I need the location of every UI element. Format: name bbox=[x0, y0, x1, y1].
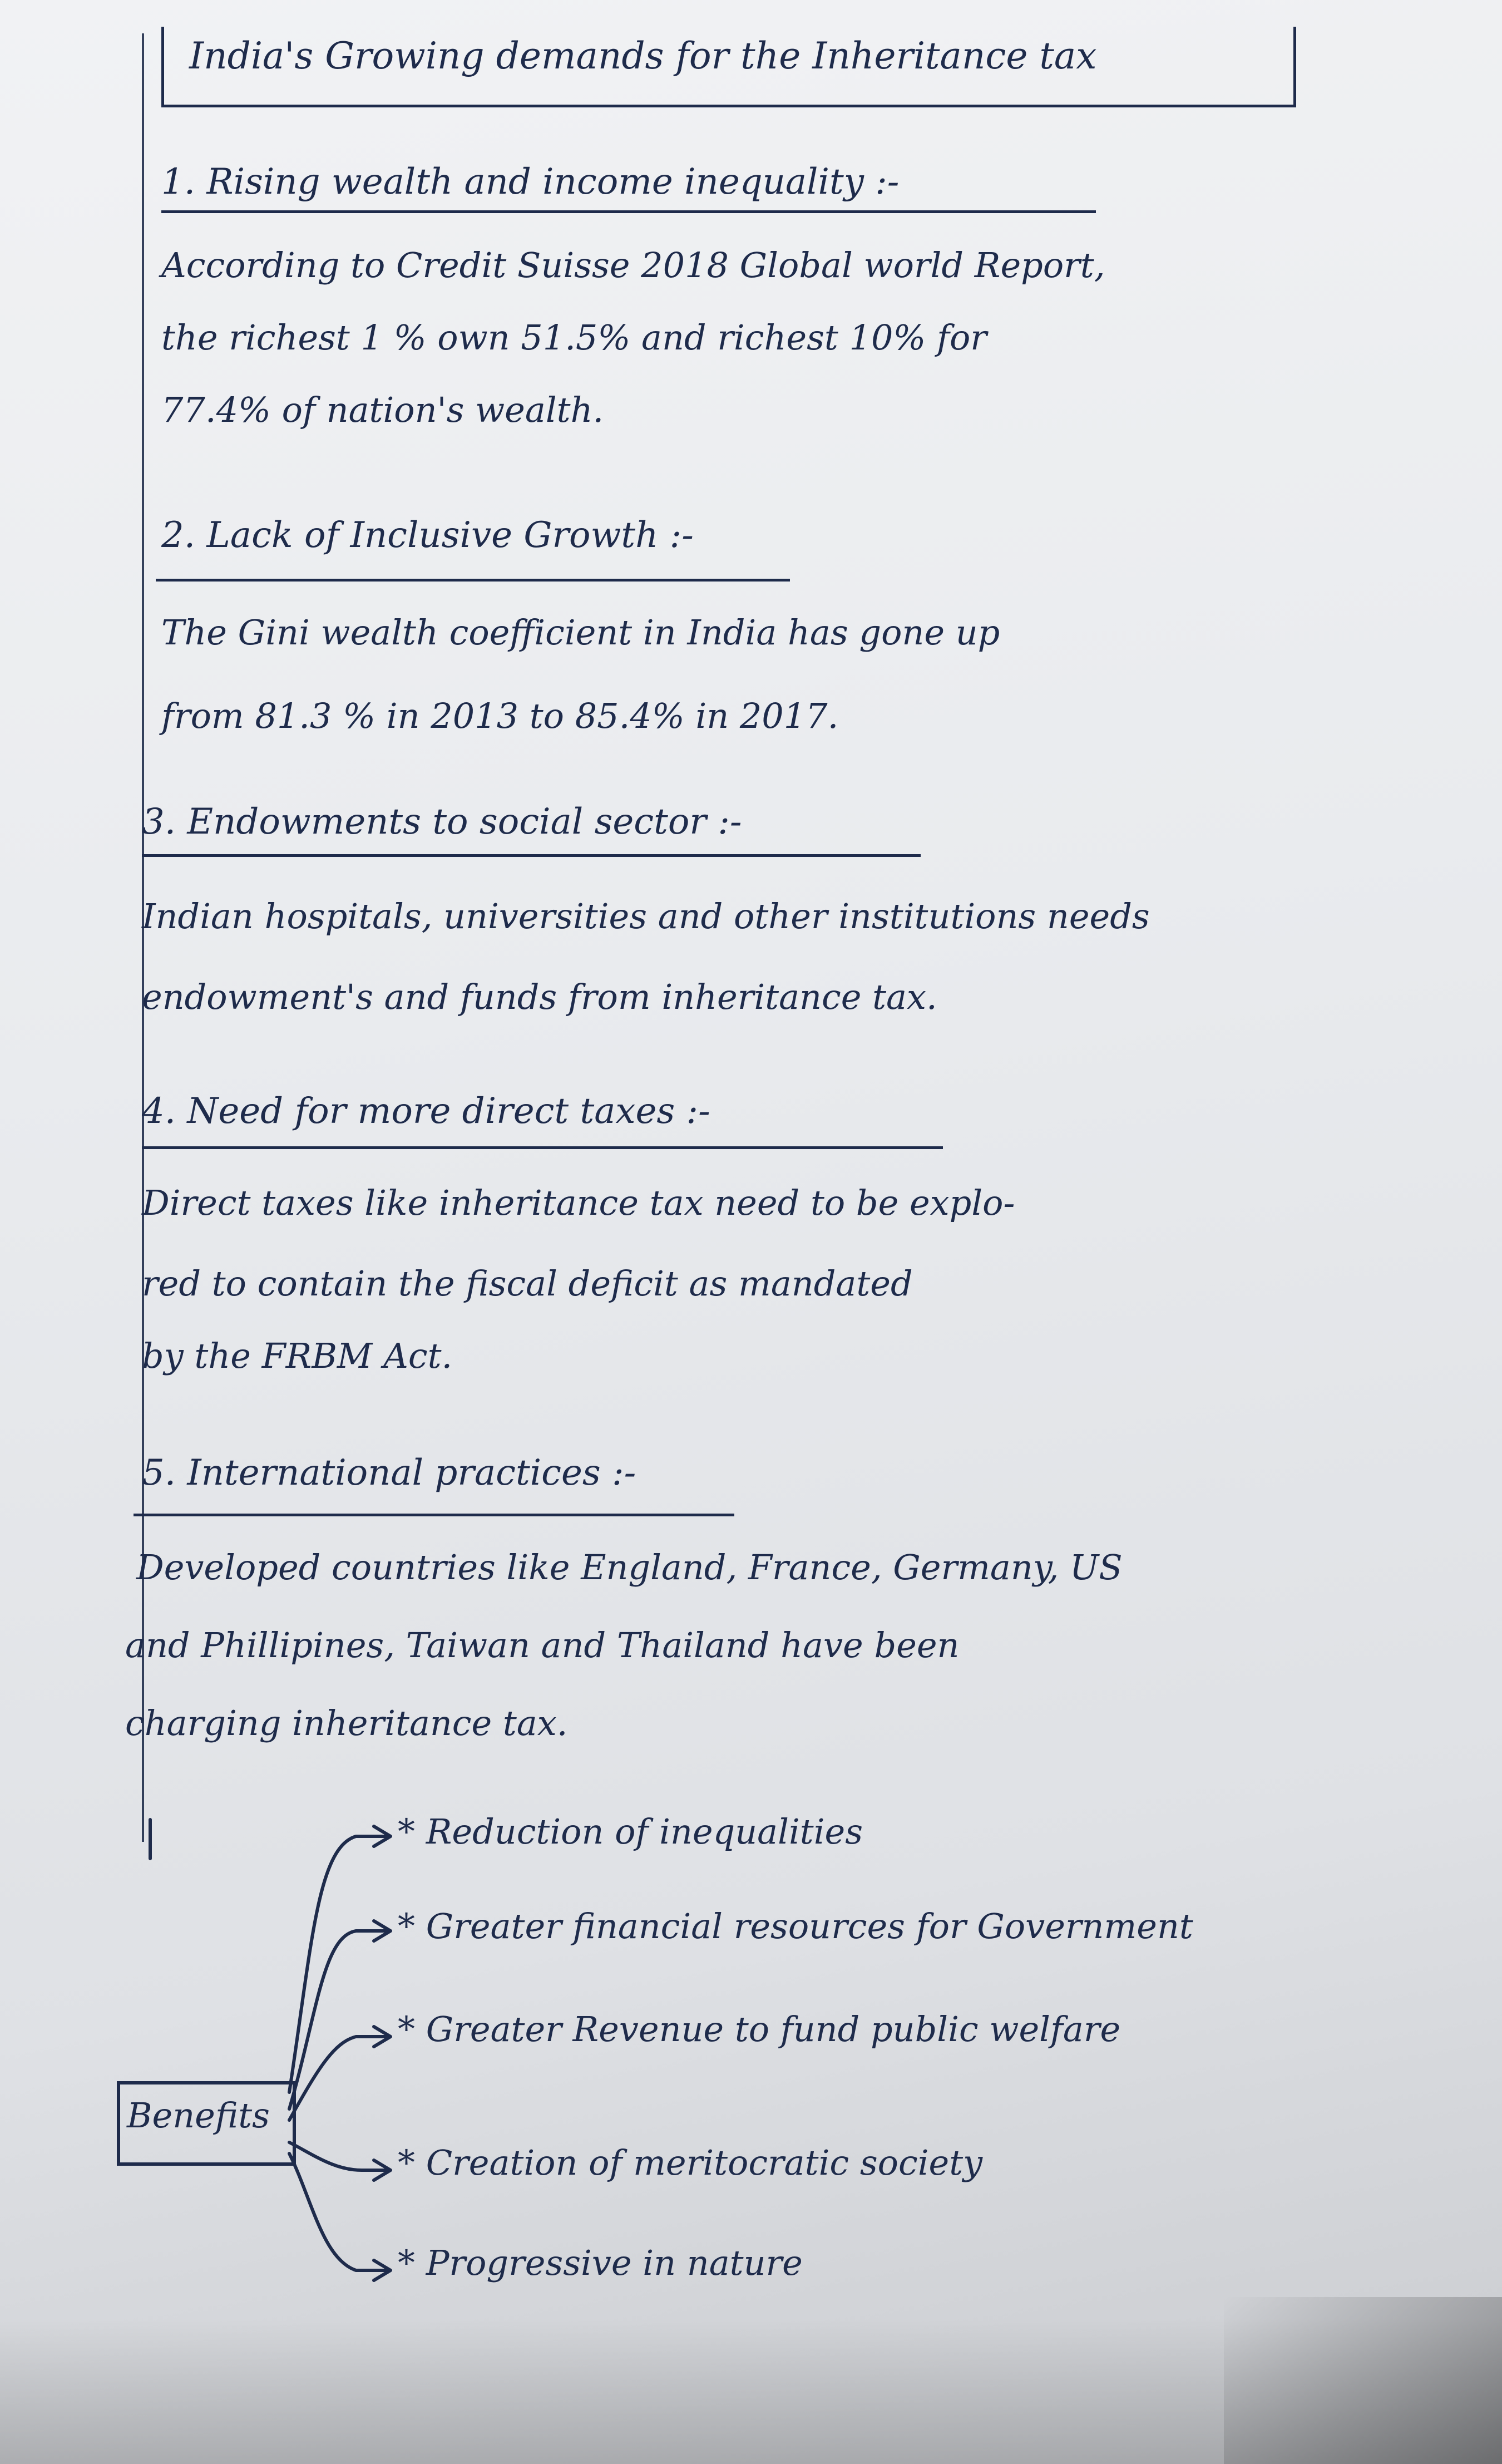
section-4-line-1: Direct taxes like inheritance tax need to be explo- bbox=[142, 1182, 1015, 1223]
section-5-line-2: and Phillipines, Taiwan and Thailand have been bbox=[125, 1625, 960, 1665]
page-title: India's Growing demands for the Inheritance tax bbox=[189, 35, 1097, 77]
section-5-heading: 5. International practices :- bbox=[142, 1452, 636, 1494]
section-2-line-2: from 81.3 % in 2013 to 85.4% in 2017. bbox=[161, 696, 839, 736]
benefit-item-5: * Progressive in nature bbox=[398, 2243, 803, 2283]
section-3-line-2: endowment's and funds from inheritance tax. bbox=[142, 977, 937, 1017]
section-5-line-3: charging inheritance tax. bbox=[125, 1703, 568, 1743]
section-3-line-1: Indian hospitals, universities and other institutions needs bbox=[142, 896, 1150, 937]
benefits-label: Benefits bbox=[127, 2095, 270, 2136]
section-4-line-2: red to contain the fiscal deficit as mandated bbox=[142, 1263, 913, 1304]
section-2-heading: 2. Lack of Inclusive Growth :- bbox=[161, 515, 694, 556]
section-4-heading: 4. Need for more direct taxes :- bbox=[142, 1091, 710, 1132]
section-1-line-1: According to Credit Suisse 2018 Global world Report, bbox=[161, 245, 1105, 285]
benefit-item-3: * Greater Revenue to fund public welfare bbox=[398, 2009, 1121, 2049]
section-1-line-3: 77.4% of nation's wealth. bbox=[161, 390, 604, 430]
section-1-heading: 1. Rising wealth and income inequality :- bbox=[161, 161, 900, 203]
section-3-heading: 3. Endowments to social sector :- bbox=[142, 801, 742, 842]
benefit-item-2: * Greater financial resources for Government bbox=[398, 1906, 1193, 1946]
benefit-item-4: * Creation of meritocratic society bbox=[398, 2142, 983, 2183]
section-1-line-2: the richest 1 % own 51.5% and richest 10% for bbox=[161, 317, 987, 358]
section-4-line-3: by the FRBM Act. bbox=[142, 1336, 453, 1376]
section-5-line-1: Developed countries like England, France, Germany, US bbox=[136, 1547, 1123, 1588]
section-2-line-1: The Gini wealth coefficient in India has gone up bbox=[161, 612, 1000, 653]
benefit-item-1: * Reduction of inequalities bbox=[398, 1811, 863, 1852]
